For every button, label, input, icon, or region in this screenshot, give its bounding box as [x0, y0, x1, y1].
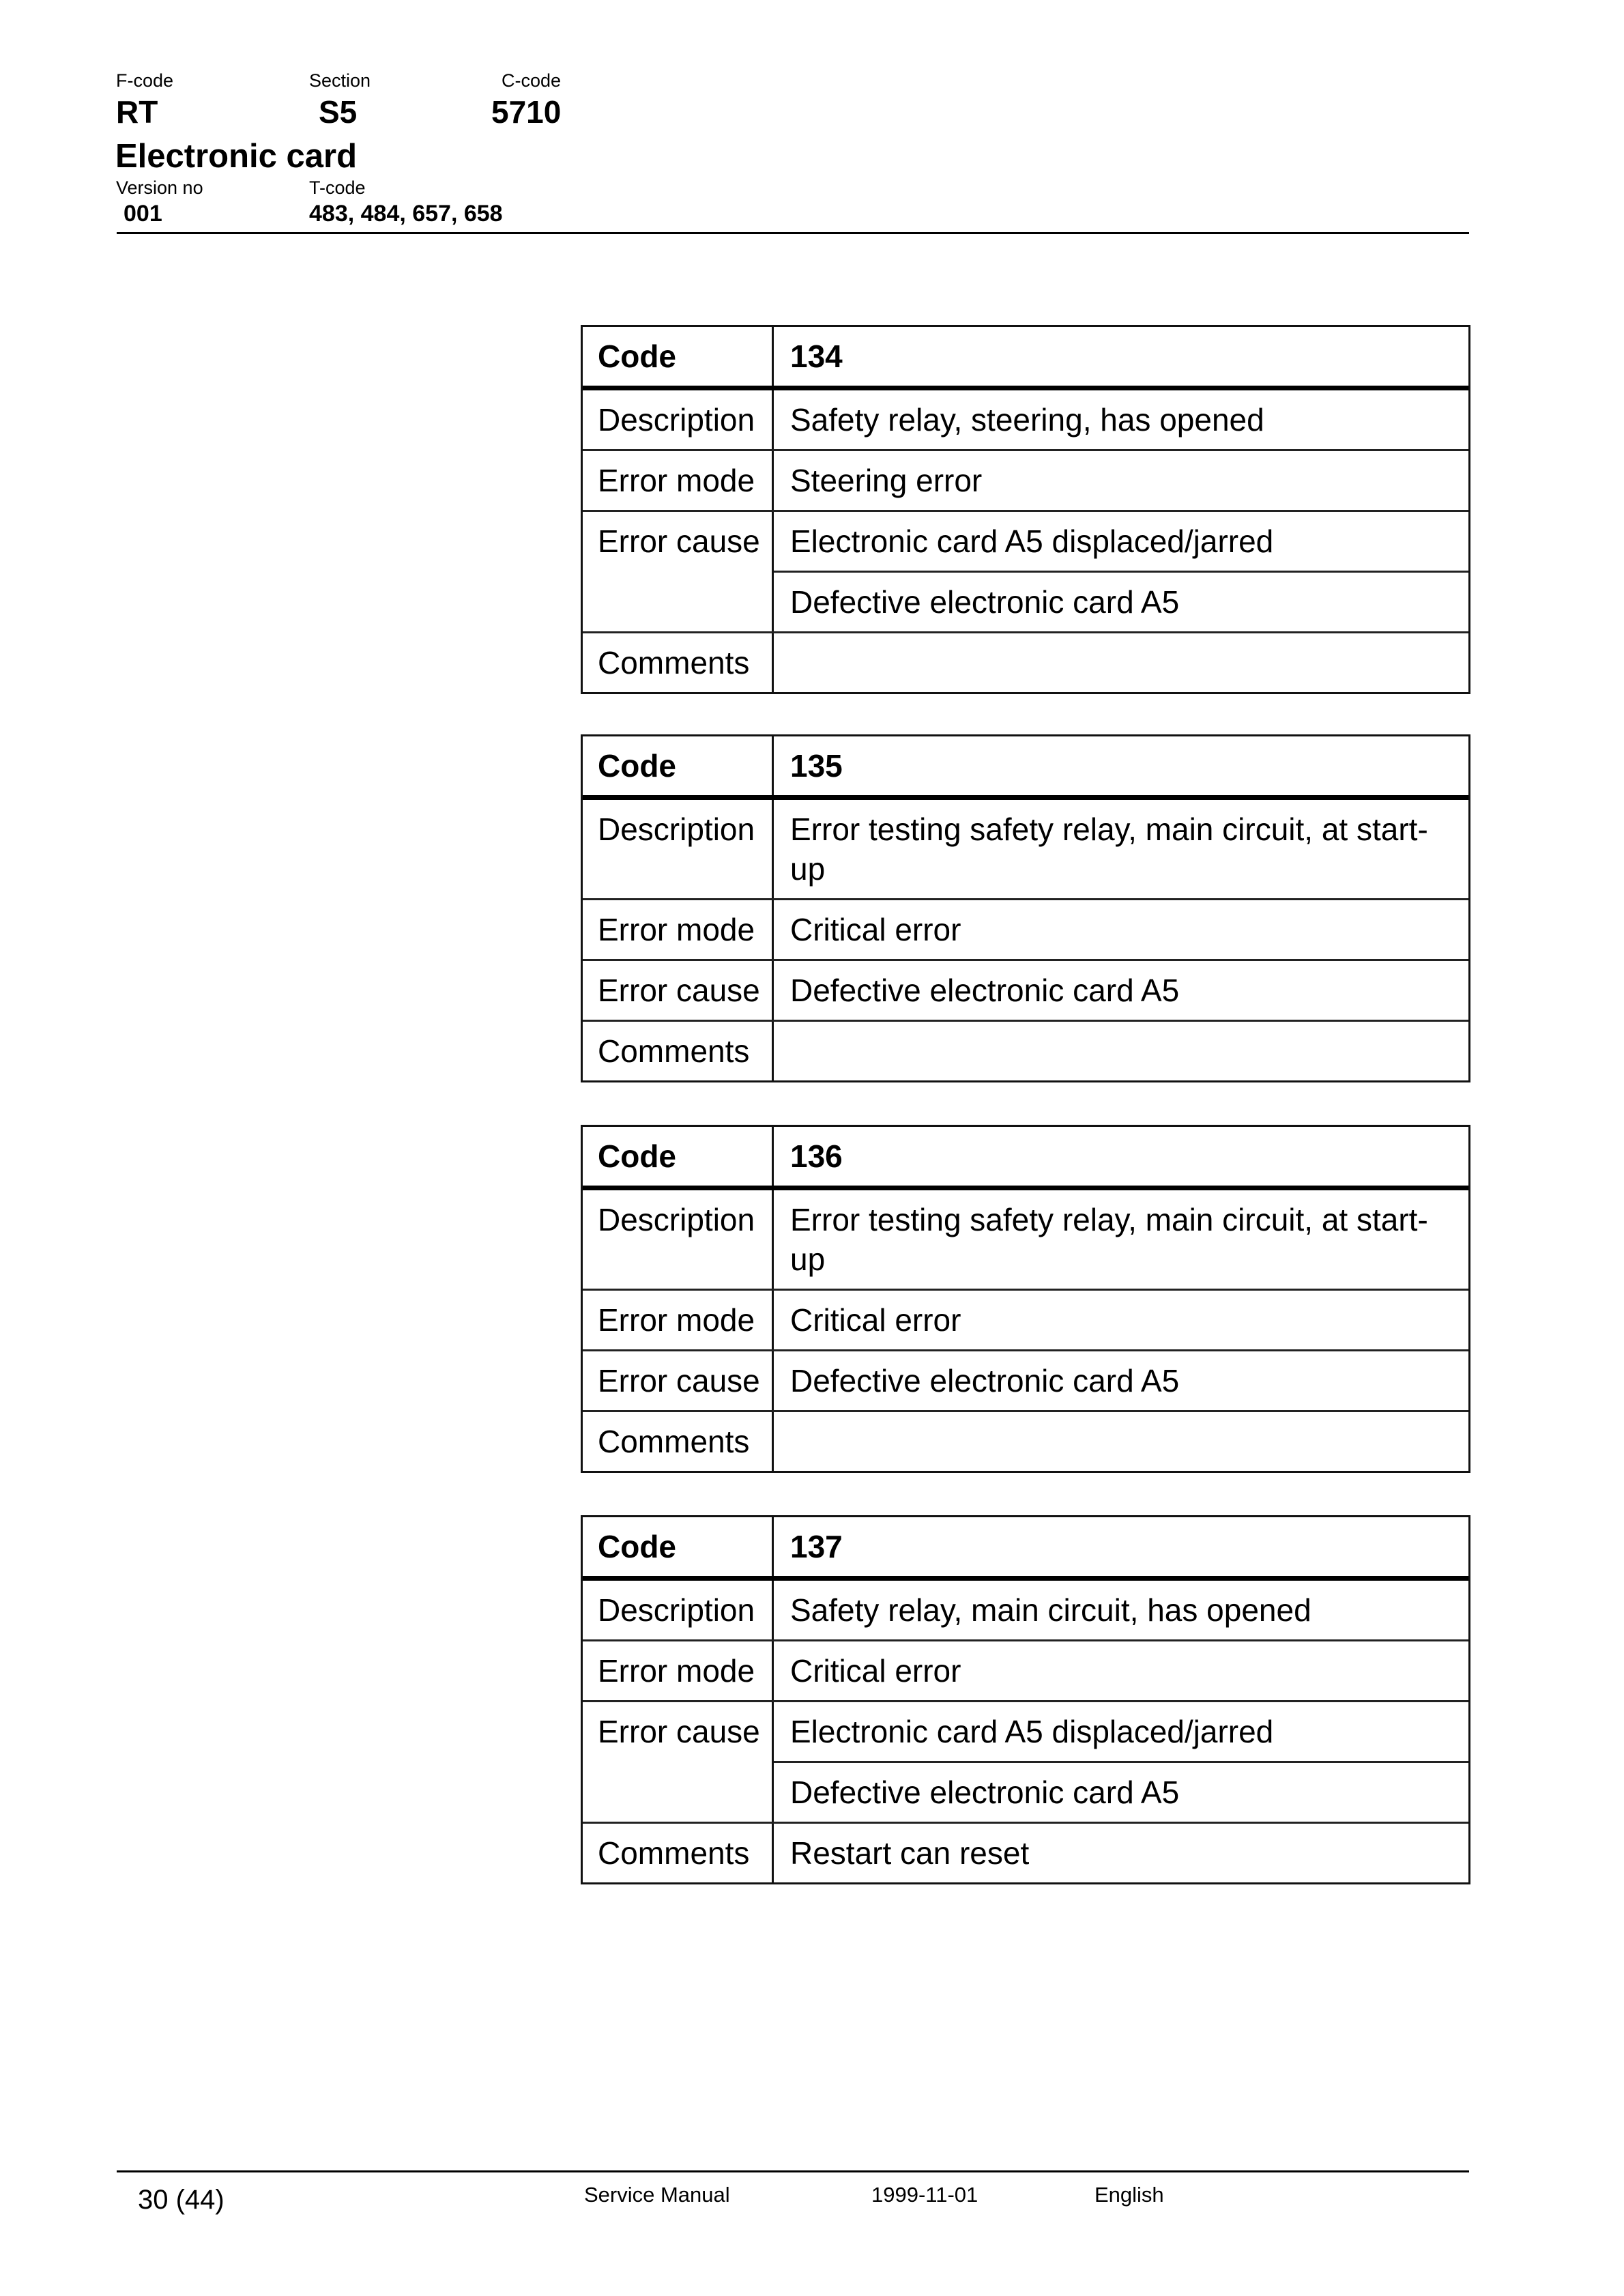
description-line: Safety relay, main circuit, has opened: [790, 1592, 1311, 1628]
comments-row: [583, 1020, 1468, 1080]
description-line: Error testing safety relay, main circuit, at start-: [790, 812, 1428, 847]
header-divider: [117, 232, 1469, 234]
page-number: 30 (44): [138, 2185, 224, 2215]
description-value: [774, 800, 1468, 898]
error-mode-value: Critical error: [790, 1653, 961, 1689]
version-label: Version no: [116, 177, 203, 198]
tcode-value: 483, 484, 657, 658: [309, 201, 503, 227]
comments-value: [774, 1412, 1468, 1471]
error-cause-item: Defective electronic card A5: [774, 571, 1468, 631]
error-mode-row: [583, 1639, 1468, 1700]
code-label: Code: [583, 327, 774, 386]
description-line: Error testing safety relay, main circuit, at start-: [790, 1202, 1428, 1237]
error-cause-label: Error cause: [583, 512, 774, 631]
description-row: [583, 1186, 1468, 1289]
code-row: [583, 1517, 1468, 1576]
ccode-label: C-code: [502, 70, 562, 91]
error-mode-value: Critical error: [790, 1302, 961, 1338]
error-code-table: [581, 1125, 1470, 1473]
error-cause-list: [774, 1351, 1468, 1410]
tcode-label: T-code: [309, 177, 366, 198]
comments-label: Comments: [583, 1824, 774, 1882]
error-cause-label: Error cause: [583, 961, 774, 1020]
code-row: [583, 327, 1468, 386]
error-cause-item: Defective electronic card A5: [790, 1363, 1180, 1398]
comments-label: Comments: [583, 1022, 774, 1080]
error-cause-list: [774, 512, 1468, 631]
description-label: Description: [583, 390, 774, 449]
error-cause-item: Defective electronic card A5: [774, 1761, 1468, 1822]
error-mode-row: [583, 449, 1468, 510]
ccode-value: 5710: [491, 94, 562, 130]
error-cause-row: [583, 510, 1468, 631]
error-mode-label: Error mode: [583, 1641, 774, 1700]
description-row: [583, 795, 1468, 898]
error-cause-label: Error cause: [583, 1351, 774, 1410]
comments-value: [774, 633, 1468, 692]
error-mode-label: Error mode: [583, 900, 774, 959]
error-cause-list: [774, 1702, 1468, 1822]
code-value: 135: [790, 748, 843, 784]
description-row: [583, 1576, 1468, 1639]
error-mode-label: Error mode: [583, 451, 774, 510]
document-type: Service Manual: [584, 2183, 730, 2207]
description-value: [774, 1190, 1468, 1289]
error-cause-row: [583, 1349, 1468, 1410]
error-code-table: [581, 1515, 1470, 1884]
footer-divider: [117, 2170, 1469, 2172]
error-code-table: [581, 734, 1470, 1082]
error-cause-item: Defective electronic card A5: [790, 973, 1180, 1008]
version-value: 001: [124, 201, 162, 227]
comments-label: Comments: [583, 1412, 774, 1471]
description-line: up: [790, 1242, 826, 1277]
section-value: S5: [319, 94, 358, 130]
error-mode-value: Steering error: [790, 463, 983, 498]
comments-label: Comments: [583, 633, 774, 692]
comments-row: [583, 631, 1468, 692]
comments-value: [774, 1022, 1468, 1080]
error-cause-item: Electronic card A5 displaced/jarred: [790, 523, 1274, 559]
fcode-label: F-code: [116, 70, 174, 91]
error-mode-row: [583, 898, 1468, 959]
fcode-value: RT: [116, 94, 158, 130]
error-mode-value: Critical error: [790, 912, 961, 947]
code-row: [583, 736, 1468, 795]
comments-row: [583, 1822, 1468, 1882]
error-mode-row: [583, 1289, 1468, 1349]
description-label: Description: [583, 800, 774, 898]
comments-value: Restart can reset: [790, 1835, 1030, 1871]
code-label: Code: [583, 736, 774, 795]
code-row: [583, 1127, 1468, 1186]
description-row: [583, 386, 1468, 449]
code-label: Code: [583, 1127, 774, 1186]
error-cause-row: [583, 959, 1468, 1020]
code-value: 134: [790, 339, 843, 374]
document-language: English: [1094, 2183, 1164, 2207]
description-value: [774, 1581, 1468, 1639]
error-cause-label: Error cause: [583, 1702, 774, 1822]
error-mode-label: Error mode: [583, 1291, 774, 1349]
comments-row: [583, 1410, 1468, 1471]
error-code-table: [581, 325, 1470, 694]
description-label: Description: [583, 1190, 774, 1289]
document-date: 1999-11-01: [871, 2183, 978, 2207]
code-value: 136: [790, 1138, 843, 1174]
error-cause-row: [583, 1700, 1468, 1822]
page-title: Electronic card: [115, 138, 358, 175]
code-value: 137: [790, 1529, 843, 1564]
description-line: Safety relay, steering, has opened: [790, 402, 1264, 437]
error-cause-item: Electronic card A5 displaced/jarred: [790, 1714, 1274, 1749]
description-label: Description: [583, 1581, 774, 1639]
error-cause-list: [774, 961, 1468, 1020]
description-value: [774, 390, 1468, 449]
description-line: up: [790, 851, 826, 887]
code-label: Code: [583, 1517, 774, 1576]
section-label: Section: [309, 70, 371, 91]
